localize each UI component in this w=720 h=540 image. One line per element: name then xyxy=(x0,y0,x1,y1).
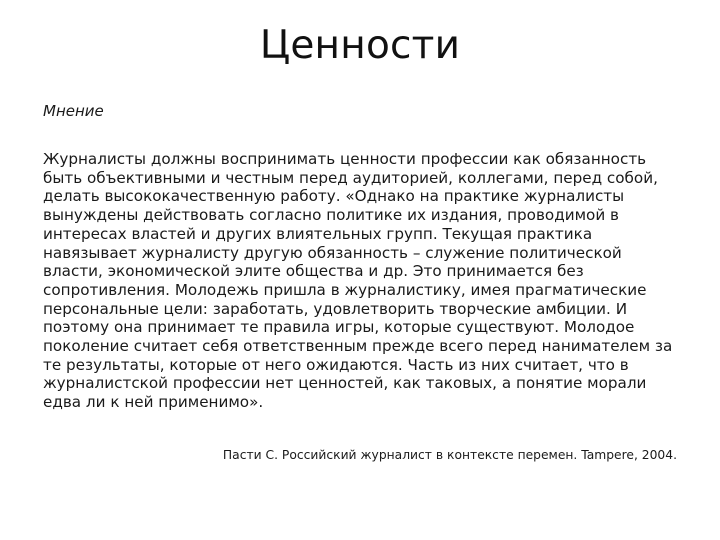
subheading: Мнение xyxy=(43,102,104,120)
slide-title: Ценности xyxy=(259,23,461,68)
citation: Пасти С. Российский журналист в контексте перемен. Tampere, 2004. xyxy=(222,448,677,462)
body-paragraph: Журналисты должны воспринимать ценности профессии как обязанность быть объективными и честным перед аудиторией, коллегами, перед собой, делать высококачественную работу. «Однако на практике журналисты вынуждены действовать согласно политике их издания, проводимой в интересах властей и других влиятельных групп. Текущая практика навязывает журналисту другую обязанность – служение политической власти, экономической элите общества и др. Это принимается без сопротивления. Молодежь пришла в журналистику, имея прагматические персональные цели: заработать, удовлетворить творческие амбиции. И поэтому она принимает те правила игры, которые существуют. Молодое поколение считает себя ответственным прежде всего перед нанимателем за те результаты, которые от него ожидаются. Часть из них считает, что в журналистской профессии нет ценностей, как таковых, а понятие морали едва ли к ней применимо». xyxy=(43,150,673,412)
